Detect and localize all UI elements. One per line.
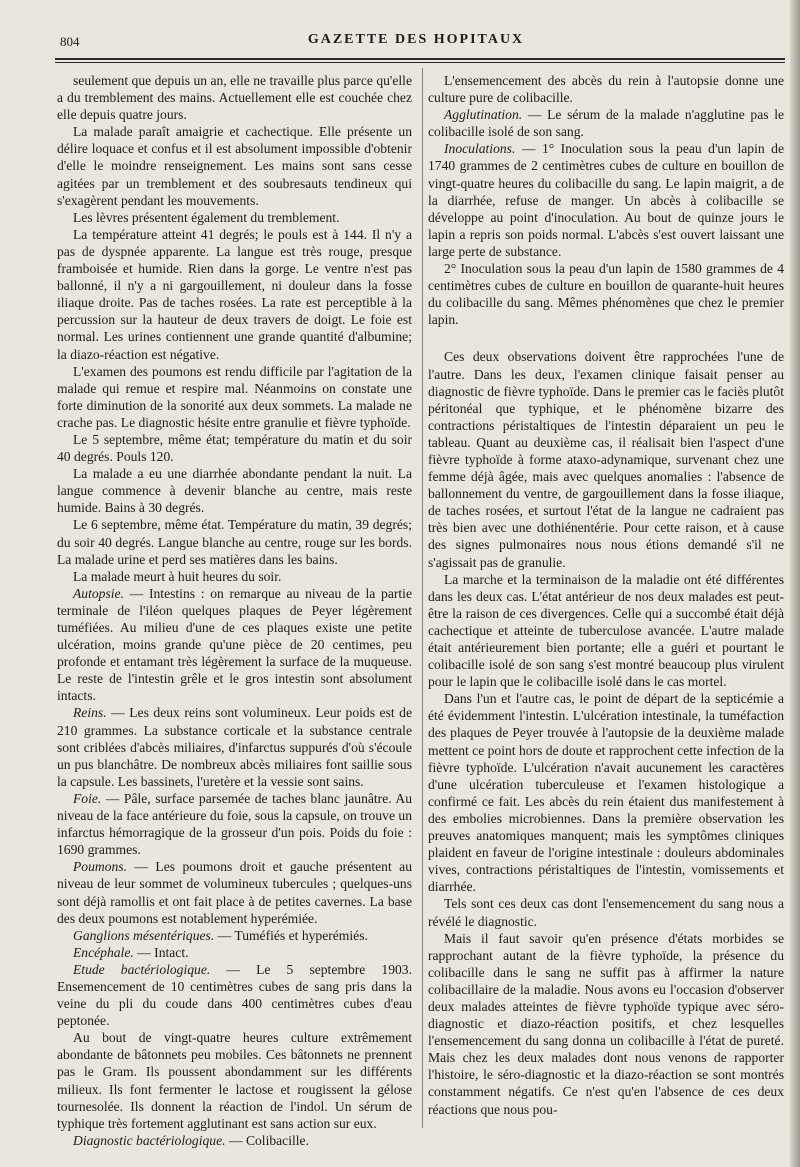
paragraph-text: Tels sont ces deux cas dont l'ensemencement du sang nous a révélé le diagnostic. <box>428 896 784 929</box>
paragraph <box>57 72 412 123</box>
section-label: Etude bactériologique. <box>73 961 211 977</box>
paragraph <box>428 140 784 260</box>
paragraph-text: La malade paraît amaigrie et cachectique. Elle présente un délire loquace et confus et il est absolument impossible d'obtenir d'elle le moindre renseignement. Les mains sont sans cesse agitées par un tremblement et des soubresauts tendineux qui s'exagèrent pendant les mouvements. <box>57 124 412 208</box>
paragraph-text: — Le 5 septembre 1903. Ensemencement de 10 centimètres cubes de sang pris dans la veine du pli du coude dans 400 centimètres cubes d'eau peptonée. <box>57 961 412 1029</box>
paragraph <box>57 944 412 961</box>
paragraph-text: Mais il faut savoir qu'en présence d'états morbides se rapprochant autant de la fièvre typhoïde, la présence du colibacille dans le sang ne suffit pas à affirmer la nature colibacillaire de la maladie. Nous avons eu l'occasion d'observer deux malades atteintes de fièvre typhoïde typique avec séro-diagnostic et diazo-réaction positifs, et chez lesquelles l'ensemencement du sang donna un colibacille à l'état de pureté. Mais chez les deux malades dont nous venons de rapporter l'histoire, le séro-diagnostic et la diazo-réaction se sont montrés constamment négatifs. Ce n'est qu'en l'absence de ces deux réactions que nous pou- <box>428 930 784 1117</box>
paragraph-text: Les lèvres présentent également du tremblement. <box>73 209 340 225</box>
paragraph-text: Le 6 septembre, même état. Température du matin, 39 degrés; du soir 40 degrés. Langue blanche au centre, rouge sur les bords. La malade urine et perd ses matières dans les bains. <box>57 517 412 567</box>
paragraph <box>57 431 412 465</box>
paragraph-text: 2° Inoculation sous la peau d'un lapin de 1580 grammes de 4 centimètres cubes de culture en bouillon de quarante-huit heures du colibacille du sang. Mêmes phénomènes que chez le premier lapin. <box>428 261 784 328</box>
section-label: Encéphale. <box>73 944 134 960</box>
paragraph <box>57 1132 412 1149</box>
paragraph <box>57 585 412 705</box>
paragraph <box>428 690 784 895</box>
paragraph <box>428 72 784 106</box>
page-edge-shadow <box>790 0 800 1167</box>
header-rule-thick <box>55 58 785 60</box>
paragraph-text: Au bout de vingt-quatre heures culture extrêmement abondante de bâtonnets peu mobiles. Ces bâtonnets ne prennent pas le Gram. Ils poussent abondamment sur les différents milieux. Ils font fermenter le lactose et rougissent la gélose tournesolée. Ils donnent la réaction de l'indol. Un sérum de typhique très fortement agglutinant est sans action sur eux. <box>57 1030 412 1131</box>
paragraph-text: La malade a eu une diarrhée abondante pendant la nuit. La langue commence à devenir blanche au centre, mais reste humide. Bains à 30 degrés. <box>57 466 412 516</box>
paragraph-text: — Les deux reins sont volumineux. Leur poids est de 210 grammes. La substance corticale et la substance centrale sont criblées d'abcès miliaires, d'infarctus suppurés d'où s'écoule un pus blanchâtre. De nombreux abcès miliaires font saillie sous la capsule. Les bassinets, l'uretère et la vessie sont sains. <box>57 705 412 789</box>
section-label: Autopsie. <box>73 585 124 601</box>
paragraph-text: seulement que depuis un an, elle ne travaille plus parce qu'elle a du tremblement des mains. Actuellement elle est couchée chez elle depuis quatre jours. <box>57 73 412 123</box>
page-header <box>40 28 792 52</box>
paragraph-text: La température atteint 41 degrés; le pouls est à 144. Il n'y a pas de dyspnée apparente. La langue est très rouge, presque framboisée et humide. Rien dans la gorge. Le ventre n'est pas ballonné, il n'y a ni gargouillement, ni douleur dans la fosse iliaque droite. Pas de taches rosées. La rate est perceptible à la percussion sur la hauteur de deux travers de doigt. Le foie est normal. Les urines contiennent une grande quantité d'albumine; la diazo-réaction est négative. <box>57 226 412 362</box>
paragraph-text: — Les poumons droit et gauche présentent au niveau de leur sommet de volumineux tubercules ; quelques-uns sont déjà ramollis et ont fait place à de petites cavernes. La base des deux poumons est notablement hyperémiée. <box>57 859 412 926</box>
paragraph <box>57 465 412 516</box>
paragraph-text: — Intact. <box>133 944 189 960</box>
paragraph <box>428 348 784 570</box>
paragraph-text: — Intestins : on remarque au niveau de la partie terminale de l'iléon quelques plaques de Peyer légèrement tuméfiées. Au milieu d'une de ces plaques existe une petite ulcération, moins grande qu'une pièce de 20 centimes, peu profonde et entamant très légèrement la surface de la muqueuse. Le reste de l'intestin grêle et le gros intestin sont absolument intacts. <box>57 585 412 704</box>
paragraph <box>57 516 412 567</box>
paragraph <box>428 106 784 140</box>
page-number: 804 <box>60 34 80 49</box>
header-rule-thin <box>55 62 785 63</box>
paragraph-text: Le 5 septembre, même état; température du matin et du soir 40 degrés. Pouls 120. <box>57 431 412 465</box>
paragraph <box>57 961 412 1029</box>
section-label: Inoculations. <box>444 141 516 157</box>
paragraph-text: — 1° Inoculation sous la peau d'un lapin de 1740 grammes de 2 centimètres cubes de culture en bouillon de vingt-quatre heures du colibacille du sang. Le lapin maigrit, a de la diarrhée, refuse de manger. Un abcès à colibacille se développe au point d'inoculation. Au bout de quinze jours le lapin a repris son poids normal. L'abcès s'est ouvert laissant une large perte de substance. <box>428 141 784 259</box>
right-column <box>428 72 784 1118</box>
paragraph <box>57 209 412 226</box>
paragraph-text: — Pâle, surface parsemée de taches blanc jaunâtre. Au niveau de la face antérieure du foie, sous la capsule, on trouve un infarctus hémorragique de la grosseur d'un pois. Poids du foie : 1690 grammes. <box>57 790 412 858</box>
paragraph <box>57 704 412 789</box>
section-label: Foie. <box>73 790 102 806</box>
paragraph <box>57 226 412 363</box>
section-label: Poumons. <box>73 859 127 875</box>
paragraph <box>57 363 412 431</box>
paragraph-text: Ces deux observations doivent être rapprochées l'une de l'autre. Dans les deux, l'examen clinique faisait penser au diagnostic de fièvre typhoïde. Dans le premier cas le faciès plutôt péritonéal que typhique, et le phénomène bizarre des contractions péristaltiques de l'intestin déparaient un peu le tableau. Quant au deuxième cas, il réalisait bien l'aspect d'une fièvre typhoïde à forme ataxo-adynamique, survenant chez une femme déjà âgée, mais avec quelques anomalies : l'absence de ballonnement du ventre, de gargouillement dans la fosse iliaque, de taches rosées, et surtout l'état de la langue ne cadraient pas très bien avec une dothiénentérie. Pour cette raison, et à cause des signes pulmonaires nous nous étions demandé s'il ne s'agissait pas de granulie. <box>428 349 784 570</box>
section-label: Reins. <box>73 705 107 721</box>
paragraph <box>428 571 784 691</box>
paragraph <box>57 927 412 944</box>
paragraph <box>428 895 784 929</box>
paragraph-text: La marche et la terminaison de la maladie ont été différentes dans les deux cas. L'état antérieur de nos deux malades est peut-être la raison de ces divergences. Celle qui a succombé était déjà cachectique et atteinte de tuberculose avancée. L'autre malade était antérieurement bien portante; elle a guéri et pourtant le colibacille isolé de son sang s'est montré beaucoup plus virulent pour le lapin que le colibacille isolé dans le cas mortel. <box>428 571 784 690</box>
paragraph-text: — Colibacille. <box>225 1132 309 1148</box>
paragraph-text: L'examen des poumons est rendu difficile par l'agitation de la malade qui remue et respire mal. Néanmoins on constate une forte diminution de la sonorité aux deux sommets. La malade ne crache pas. Le diagnostic hésite entre granulie et fièvre typhoïde. <box>57 363 412 430</box>
paragraph-text: — Tuméfiés et hyperémiés. <box>214 927 368 943</box>
paragraph-text: L'ensemencement des abcès du rein à l'autopsie donne une culture pure de colibacille. <box>428 73 784 106</box>
left-column <box>57 72 412 1149</box>
paragraph-text: La malade meurt à huit heures du soir. <box>73 568 282 584</box>
paragraph <box>57 568 412 585</box>
paragraph-text: Dans l'un et l'autre cas, le point de départ de la septicémie a été évidemment l'intestin. L'ulcération intestinale, la tuméfaction des plaques de Peyer trouvée à l'autopsie de la deuxième malade mettent ce point hors de doute et rapprochent cette infection de la fièvre typhoïde. L'ulcération n'avait aucunement les caractères d'une ulcération tuberculeuse et l'examen histologique a confirmé ce fait. Les abcès du rein étaient dus manifestement à des embolies microbiennes. Dans la première observation les preuves anatomiques manquent; mais les symptômes cliniques plaident en faveur de l'origine intestinale : douleurs abdominales vives, contractions péristaltiques de l'intestin, vomissements et diarrhée. <box>428 691 784 895</box>
section-label: Diagnostic bactériologique. <box>73 1132 226 1148</box>
paragraph <box>57 1029 412 1132</box>
section-label: Agglutination. <box>444 107 523 123</box>
paragraph <box>57 790 412 858</box>
section-label: Ganglions mésentériques. <box>73 927 215 943</box>
paragraph <box>428 260 784 328</box>
paragraph <box>57 858 412 926</box>
paragraph <box>57 123 412 208</box>
paragraph-text: — Le sérum de la malade n'agglutine pas le colibacille isolé de son sang. <box>428 107 784 140</box>
journal-title: GAZETTE DES HOPITAUX <box>307 32 525 47</box>
column-divider <box>422 68 423 1128</box>
paragraph <box>428 930 784 1118</box>
